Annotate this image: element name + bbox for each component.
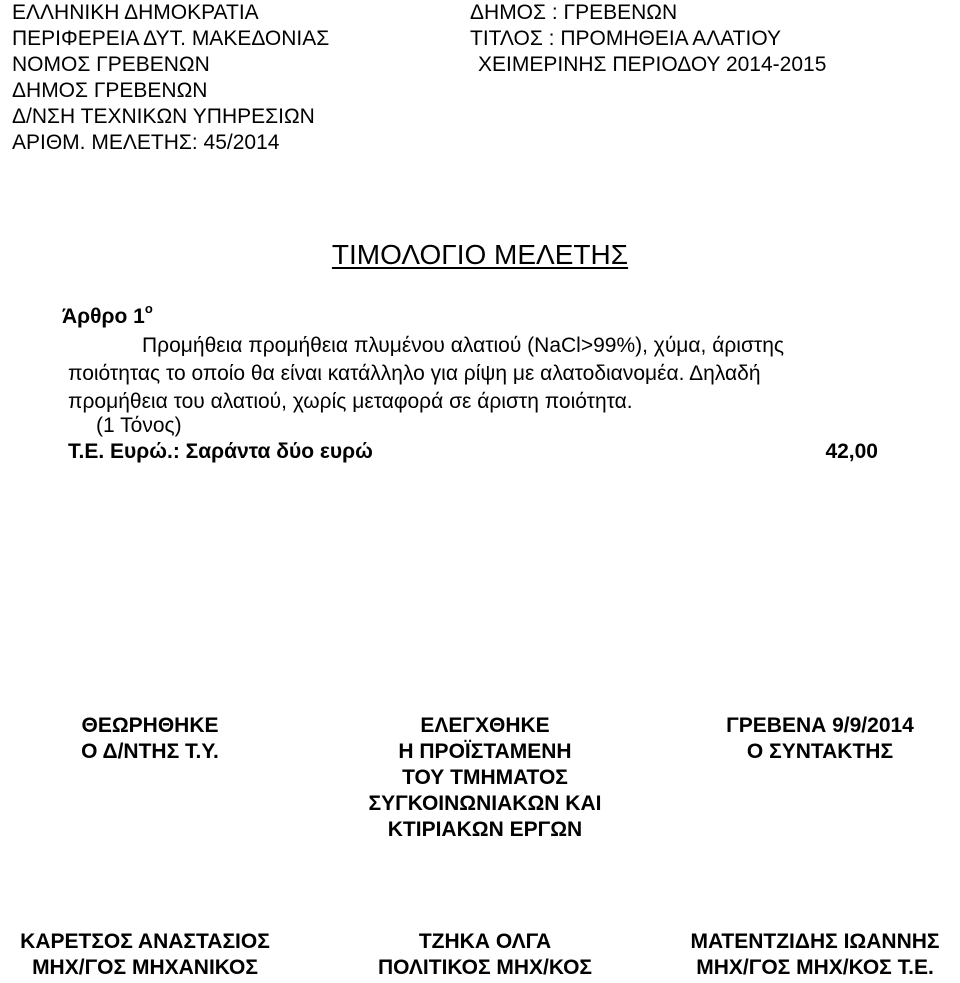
project-period: ΧΕΙΜΕΡΙΝΗΣ ΠΕΡΙΟΔΟΥ 2014-2015 [478, 53, 827, 76]
article-heading-text: Άρθρο 1 [62, 305, 145, 328]
signatory-approved-name: ΚΑΡΕΤΣΟΣ ΑΝΑΣΤΑΣΙΟΣ [20, 930, 270, 953]
signature-approved-line-2: Ο Δ/ΝΤΗΣ Τ.Υ. [81, 740, 219, 763]
price-value: 42,00 [825, 440, 878, 463]
article-description-line-2: ποιότητας το οποίο θα είναι κατάλληλο για ρίψη με αλατοδιανομέα. Δηλαδή [68, 362, 761, 385]
signature-checked-line-3: ΤΟΥ ΤΜΗΜΑΤΟΣ [402, 766, 568, 789]
price-label: Τ.Ε. Ευρώ.: Σαράντα δύο ευρώ [68, 440, 373, 463]
article-heading-ordinal: ο [144, 301, 153, 316]
article-description-line-3: προμήθεια του αλατιού, χωρίς μεταφορά σε άριστη ποιότητα. [68, 390, 633, 413]
signatory-checked [330, 929, 640, 981]
document-title [0, 239, 960, 271]
authority-line-country: ΕΛΛΗΝΙΚΗ ΔΗΜΟΚΡΑΤΙΑ [12, 1, 259, 24]
authority-line-region: ΠΕΡΙΦΕΡΕΙΑ ΔΥΤ. ΜΑΚΕΔΟΝΙΑΣ [12, 27, 330, 50]
signatory-author-role: ΜΗΧ/ΓΟΣ ΜΗΧ/ΚΟΣ Τ.Ε. [696, 956, 934, 979]
signature-author-block [690, 713, 950, 765]
study-number: ΑΡΙΘΜ. ΜΕΛΕΤΗΣ: 45/2014 [12, 131, 280, 154]
signature-author-line-2: Ο ΣΥΝΤΑΚΤΗΣ [746, 740, 894, 763]
document-title-text: ΤΙΜΟΛΟΓΙΟ ΜΕΛΕΤΗΣ [331, 239, 629, 270]
signatory-checked-name: ΤΖΗΚΑ ΟΛΓΑ [418, 930, 552, 953]
signatory-author [670, 929, 960, 981]
signatory-approved [0, 929, 290, 981]
project-title: ΤΙΤΛΟΣ : ΠΡΟΜΗΘΕΙΑ ΑΛΑΤΙΟΥ [470, 27, 782, 50]
signatory-approved-role: ΜΗΧ/ΓΟΣ ΜΗΧΑΝΙΚΟΣ [32, 956, 258, 979]
signature-checked-line-4: ΣΥΓΚΟΙΝΩΝΙΑΚΩΝ ΚΑΙ [368, 792, 602, 815]
signature-checked-line-1: ΕΛΕΓΧΘΗΚΕ [420, 714, 550, 737]
signature-checked-block [330, 713, 640, 843]
signature-checked-line-2: Η ΠΡΟΪΣΤΑΜΕΝΗ [398, 740, 572, 763]
authority-line-department: Δ/ΝΣΗ ΤΕΧΝΙΚΩΝ ΥΠΗΡΕΣΙΩΝ [12, 105, 315, 128]
signature-approved-line-1: ΘΕΩΡΗΘΗΚΕ [81, 714, 219, 737]
article-heading [62, 303, 153, 329]
signature-approved-block [20, 713, 280, 765]
signatory-author-name: ΜΑΤΕΝΤΖΙΔΗΣ ΙΩΑΝΝΗΣ [690, 930, 940, 953]
project-municipality: ΔΗΜΟΣ : ΓΡΕΒΕΝΩΝ [470, 1, 678, 24]
article-unit: (1 Τόνος) [96, 414, 182, 437]
signature-author-line-1: ΓΡΕΒΕΝΑ 9/9/2014 [726, 714, 914, 737]
article-description-line-1: Προμήθεια προμήθεια πλυμένου αλατιού (NaCl>99%), χύμα, άριστης [142, 334, 785, 357]
authority-line-municipality: ΔΗΜΟΣ ΓΡΕΒΕΝΩΝ [12, 79, 208, 102]
signature-checked-line-5: ΚΤΙΡΙΑΚΩΝ ΕΡΓΩΝ [387, 818, 583, 841]
signatory-checked-role: ΠΟΛΙΤΙΚΟΣ ΜΗΧ/ΚΟΣ [377, 956, 593, 979]
authority-line-prefecture: ΝΟΜΟΣ ΓΡΕΒΕΝΩΝ [12, 53, 210, 76]
